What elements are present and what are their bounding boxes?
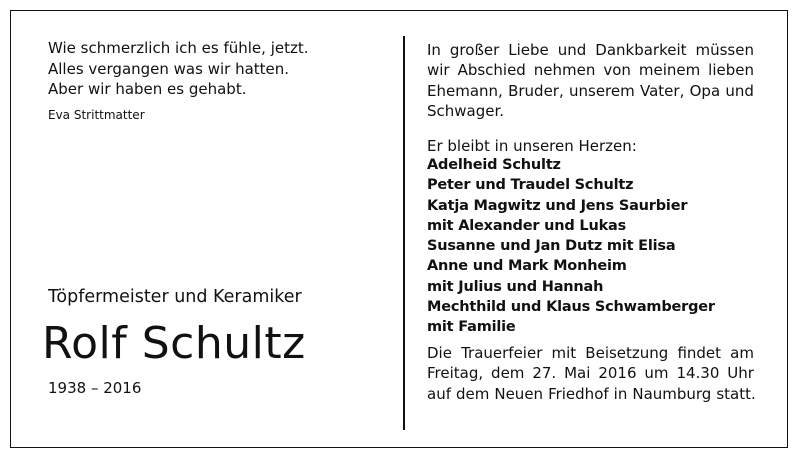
mourner-entry: mit Familie — [427, 319, 516, 336]
word: Schwager. — [427, 102, 505, 121]
mourner-entry: Anne und Mark Monheim — [427, 258, 627, 275]
poem-line: Aber wir haben es gehabt. — [48, 80, 247, 98]
word: unserem — [569, 81, 635, 100]
word: Dankbarkeit — [595, 41, 687, 59]
mourner-entry: Adelheid Schultz — [427, 157, 561, 173]
poem-line: Wie schmerzlich ich es fühle, jetzt. — [48, 39, 309, 57]
word: in — [613, 384, 628, 403]
column-divider — [403, 36, 405, 430]
poem-author: Eva Strittmatter — [48, 108, 145, 122]
word: Beisetzung — [585, 344, 669, 362]
details-line — [427, 384, 754, 404]
word: von — [603, 61, 631, 80]
life-years: 1938 – 2016 — [48, 379, 142, 397]
word: 27. — [532, 364, 557, 383]
intro-line — [427, 81, 754, 101]
mourner-entry: Mechthild und Klaus Schwamberger — [427, 299, 715, 316]
word: Naumburg — [632, 384, 712, 403]
word: Liebe — [508, 41, 549, 59]
word: und — [725, 81, 754, 100]
word: um — [644, 364, 669, 383]
word: lieben — [708, 61, 754, 80]
word: dem — [455, 384, 490, 403]
word: Trauerfeier — [461, 344, 543, 362]
word: Uhr — [727, 364, 754, 383]
word: Friedhof — [548, 384, 609, 403]
details-line — [427, 343, 754, 363]
word: Mai — [564, 364, 591, 383]
word: dem — [491, 364, 525, 383]
word: nehmen — [533, 61, 596, 80]
word: müssen — [695, 41, 754, 59]
intro-line — [427, 101, 754, 121]
intro-line — [427, 60, 754, 80]
mourner-entry: mit Julius und Hannah — [427, 278, 604, 295]
word: 2016 — [598, 364, 637, 383]
mourners-list — [427, 155, 715, 338]
mourners-heading: Er bleibt in unseren Herzen: — [427, 137, 637, 155]
word: Ehemann, — [427, 81, 503, 100]
word: meinem — [638, 61, 701, 80]
mourner-entry: Susanne und Jan Dutz mit Elisa — [427, 238, 676, 255]
word: Die — [427, 344, 452, 362]
word: findet — [677, 344, 722, 362]
word: In — [427, 41, 441, 59]
intro-line — [427, 40, 754, 60]
word: großer — [449, 41, 500, 59]
word: und — [557, 41, 587, 59]
deceased-name: Rolf Schultz — [42, 318, 306, 369]
word: wir — [427, 61, 450, 80]
word: Neuen — [494, 384, 544, 403]
word: Bruder, — [508, 81, 564, 100]
mourner-entry: mit Alexander und Lukas — [427, 217, 627, 234]
word: statt. — [716, 384, 756, 403]
intro-text — [427, 40, 754, 122]
word: 14.30 — [676, 364, 720, 383]
poem — [48, 38, 309, 100]
word: Opa — [689, 81, 721, 100]
word: Abschied — [457, 61, 526, 80]
profession: Töpfermeister und Keramiker — [48, 287, 302, 307]
details-line — [427, 363, 754, 383]
poem-line: Alles vergangen was wir hatten. — [48, 59, 290, 78]
mourner-entry: Peter und Traudel Schultz — [427, 177, 634, 194]
word: Freitag, — [427, 364, 484, 383]
word: am — [730, 344, 754, 362]
word: Vater, — [640, 81, 685, 100]
word: auf — [427, 384, 451, 403]
funeral-details — [427, 343, 754, 404]
mourner-entry: Katja Magwitz und Jens Saurbier — [427, 197, 688, 214]
word: mit — [551, 344, 577, 362]
